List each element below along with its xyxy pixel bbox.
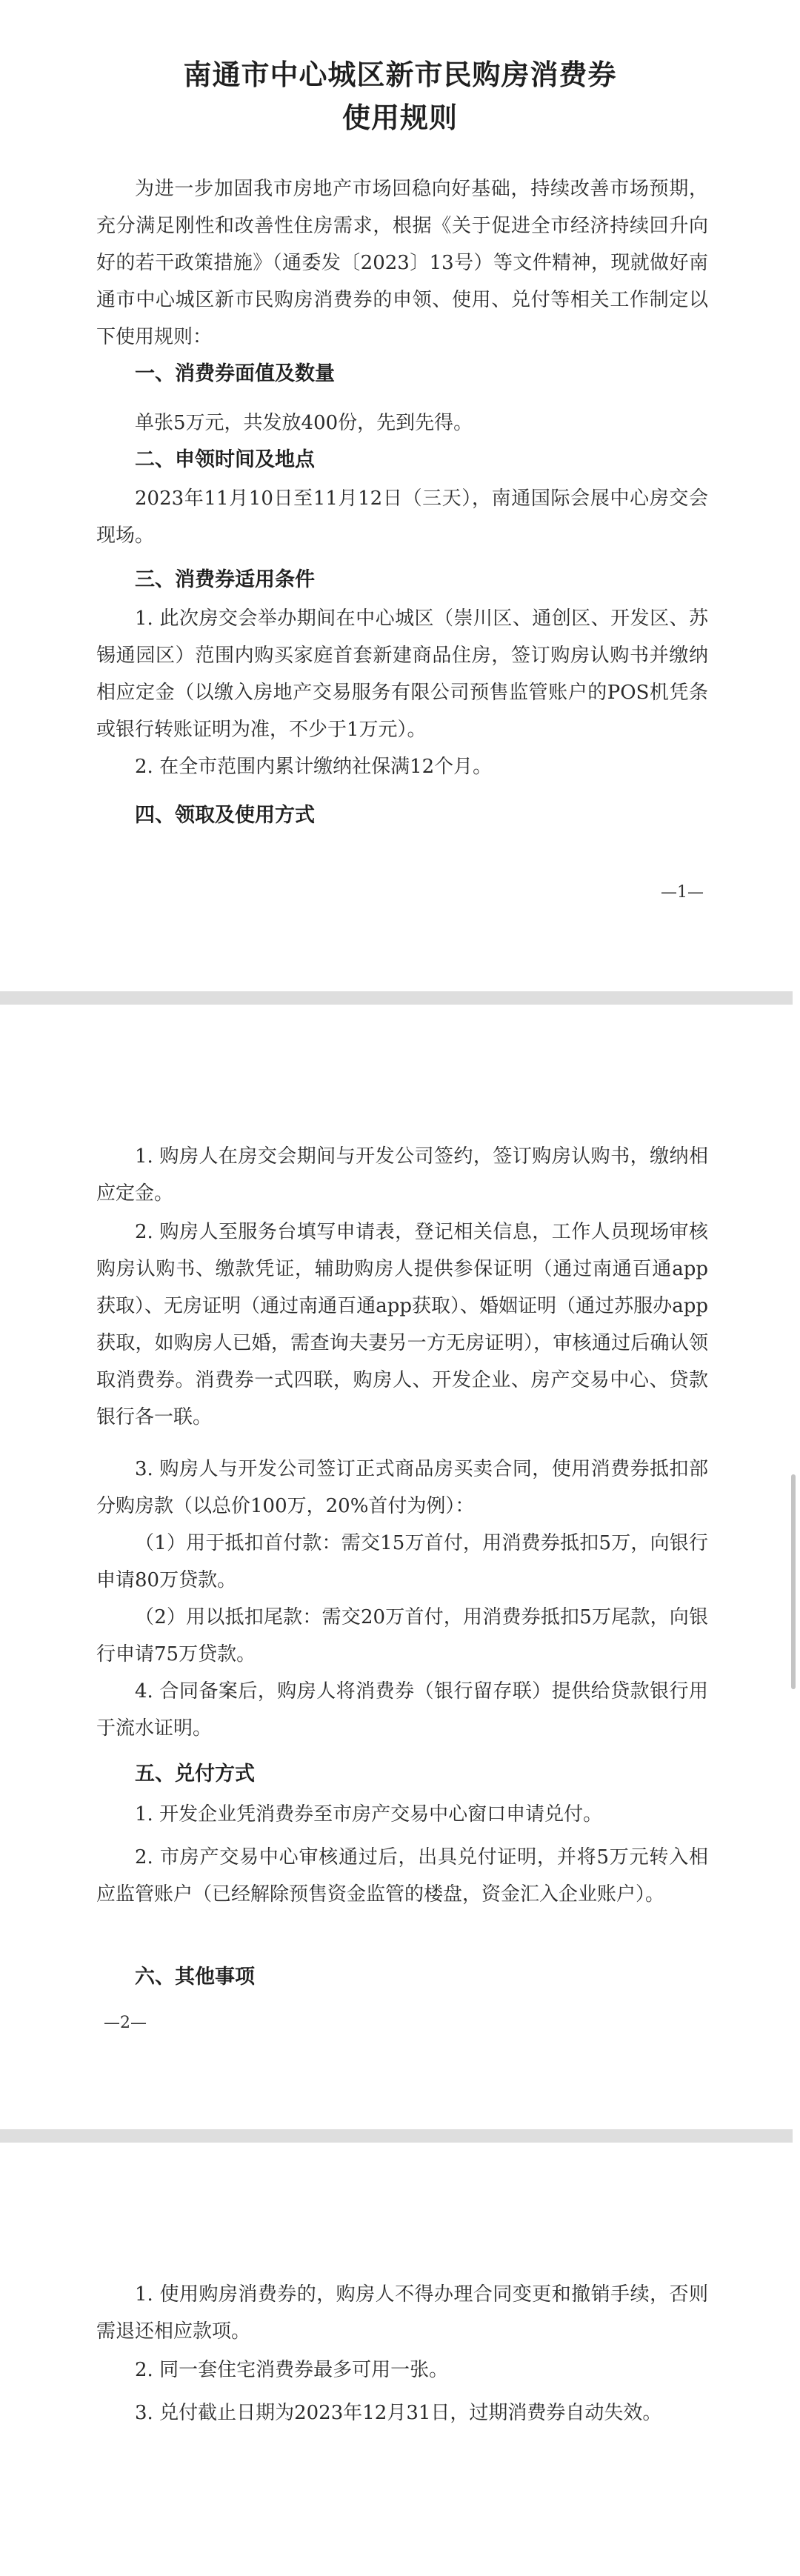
section5-item2: 2. 市房产交易中心审核通过后，出具兑付证明，并将5万元转入相应监管账户（已经解除预售资金监管的楼盘，资金汇入企业账户）。	[96, 1846, 708, 1906]
section2-heading: 二、申领时间及地点	[135, 448, 315, 471]
vertical-scrollbar[interactable]	[791, 1474, 796, 1689]
section6-item3: 3. 兑付截止日期为2023年12月31日，过期消费券自动失效。	[135, 2402, 662, 2424]
page-number-1: —1—	[661, 883, 704, 902]
section5-item1: 1. 开发企业凭消费券至市房产交易中心窗口申请兑付。	[135, 1803, 603, 1826]
page-number-2: —2—	[104, 2014, 147, 2032]
section5-heading: 五、兑付方式	[135, 1763, 255, 1785]
section4-item2: 2. 购房人至服务台填写申请表，登记相关信息，工作人员现场审核购房认购书、缴款凭证，辅助购房人提供参保证明（通过南通百通app获取）、无房证明（通过南通百通app获取）、婚姻证明（通过苏服办app获取，如购房人已婚，需查询夫妻另一方无房证明），审核通过后确认领取消费券。消费券一式四联，购房人、开发企业、房产交易中心、贷款银行各一联。	[96, 1221, 708, 1428]
section6-item1: 1. 使用购房消费券的，购房人不得办理合同变更和撤销手续，否则需退还相应款项。	[96, 2283, 708, 2343]
section1-text: 单张5万元，共发放400份，先到先得。	[135, 412, 473, 434]
section3-item2: 2. 在全市范围内累计缴纳社保满12个月。	[135, 756, 493, 778]
document-title-line1: 南通市中心城区新市民购房消费券	[183, 58, 617, 91]
section3-heading: 三、消费券适用条件	[135, 568, 315, 591]
section4-heading: 四、领取及使用方式	[135, 804, 315, 827]
section4-item3-sub2: （2）用以抵扣尾款：需交20万首付，用消费券抵扣5万尾款，向银行申请75万贷款。	[96, 1606, 708, 1665]
document-page-1	[0, 0, 800, 991]
section6-heading: 六、其他事项	[135, 1966, 255, 1988]
document-page-3	[0, 2143, 800, 2576]
page-separator	[0, 991, 793, 1005]
section4-item4: 4. 合同备案后，购房人将消费券（银行留存联）提供给贷款银行用于流水证明。	[96, 1680, 708, 1740]
section2-text: 2023年11月10日至11月12日（三天），南通国际会展中心房交会现场。	[96, 487, 708, 547]
section3-item1: 1. 此次房交会举办期间在中心城区（崇川区、通创区、开发区、苏锡通园区）范围内购买家庭首套新建商品住房，签订购房认购书并缴纳相应定金（以缴入房地产交易服务有限公司预售监管账户的POS机凭条或银行转账证明为准，不少于1万元）。	[96, 608, 708, 741]
section1-heading: 一、消费券面值及数量	[135, 362, 335, 385]
section4-item3: 3. 购房人与开发公司签订正式商品房买卖合同，使用消费券抵扣部分购房款（以总价100万，20%首付为例）：	[96, 1458, 708, 1517]
document-page-2	[0, 1005, 800, 2129]
page-separator	[0, 2129, 793, 2143]
document-title-line2: 使用规则	[341, 101, 458, 134]
section4-item1: 1. 购房人在房交会期间与开发公司签约，签订购房认购书，缴纳相应定金。	[96, 1145, 708, 1205]
section4-item3-sub1: （1）用于抵扣首付款：需交15万首付，用消费券抵扣5万，向银行申请80万贷款。	[96, 1532, 708, 1591]
intro-paragraph: 为进一步加固我市房地产市场回稳向好基础，持续改善市场预期，充分满足刚性和改善性住房需求，根据《关于促进全市经济持续回升向好的若干政策措施》（通委发〔2023〕13号）等文件精神，现就做好南通市中心城区新市民购房消费券的申领、使用、兑付等相关工作制定以下使用规则：	[96, 178, 708, 348]
section6-item2: 2. 同一套住宅消费券最多可用一张。	[135, 2359, 449, 2381]
